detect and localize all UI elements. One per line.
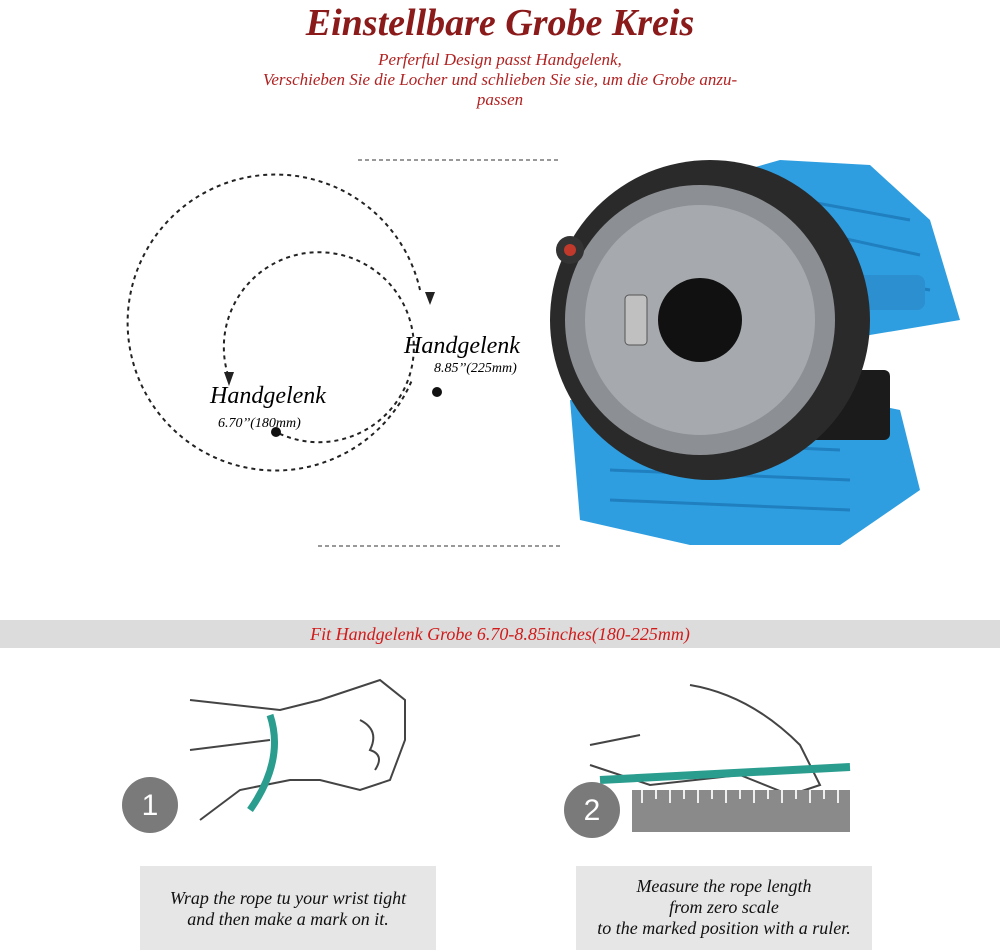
- step-1-line-1: Wrap the rope tu your wrist tight: [169, 888, 407, 908]
- step-2-line-1: Measure the rope length: [636, 876, 812, 896]
- step-1-number: 1: [141, 789, 159, 822]
- size-band-text: Fit Handgelenk Grobe 6.70-8.85inches(180-225mm): [310, 624, 690, 644]
- subtitle: [200, 50, 800, 110]
- large-circle-arrow: [425, 292, 435, 305]
- page-title: Einstellbare Grobe Kreis: [305, 2, 695, 44]
- step-1-line-2: and then make a mark on it.: [187, 909, 389, 929]
- small-measure-label: Handgelenk: [210, 383, 326, 409]
- wrist-wrap-illustration: [120, 670, 430, 850]
- step-2-line-2: from zero scale: [669, 897, 779, 917]
- small-circle-arc: [224, 252, 414, 442]
- subtitle-line-1: Perferful Design passt Handgelenk,: [378, 50, 622, 69]
- step-2-number: 2: [583, 794, 601, 827]
- large-measure-size: 8.85’’(225mm): [434, 361, 517, 376]
- subtitle-line-3: passen: [476, 90, 524, 109]
- watch-sensor: [658, 278, 742, 362]
- wrist-size-diagram: [0, 150, 560, 570]
- ruler-measure-illustration: [560, 675, 860, 845]
- small-measure-size: 6.70’’(180mm): [218, 416, 301, 431]
- large-measure-label: Handgelenk: [404, 333, 520, 359]
- step-1-caption: [140, 866, 436, 950]
- step-2-line-3: to the marked position with a ruler.: [597, 918, 851, 938]
- size-band: [0, 620, 1000, 648]
- charging-pins: [625, 295, 647, 345]
- watch-image: [540, 160, 1000, 555]
- subtitle-line-2: Verschieben Sie die Locher und schlieben Sie sie, um die Grobe anzu-: [262, 70, 738, 89]
- step-2-caption: [576, 866, 872, 950]
- large-circle-dot: [432, 387, 442, 397]
